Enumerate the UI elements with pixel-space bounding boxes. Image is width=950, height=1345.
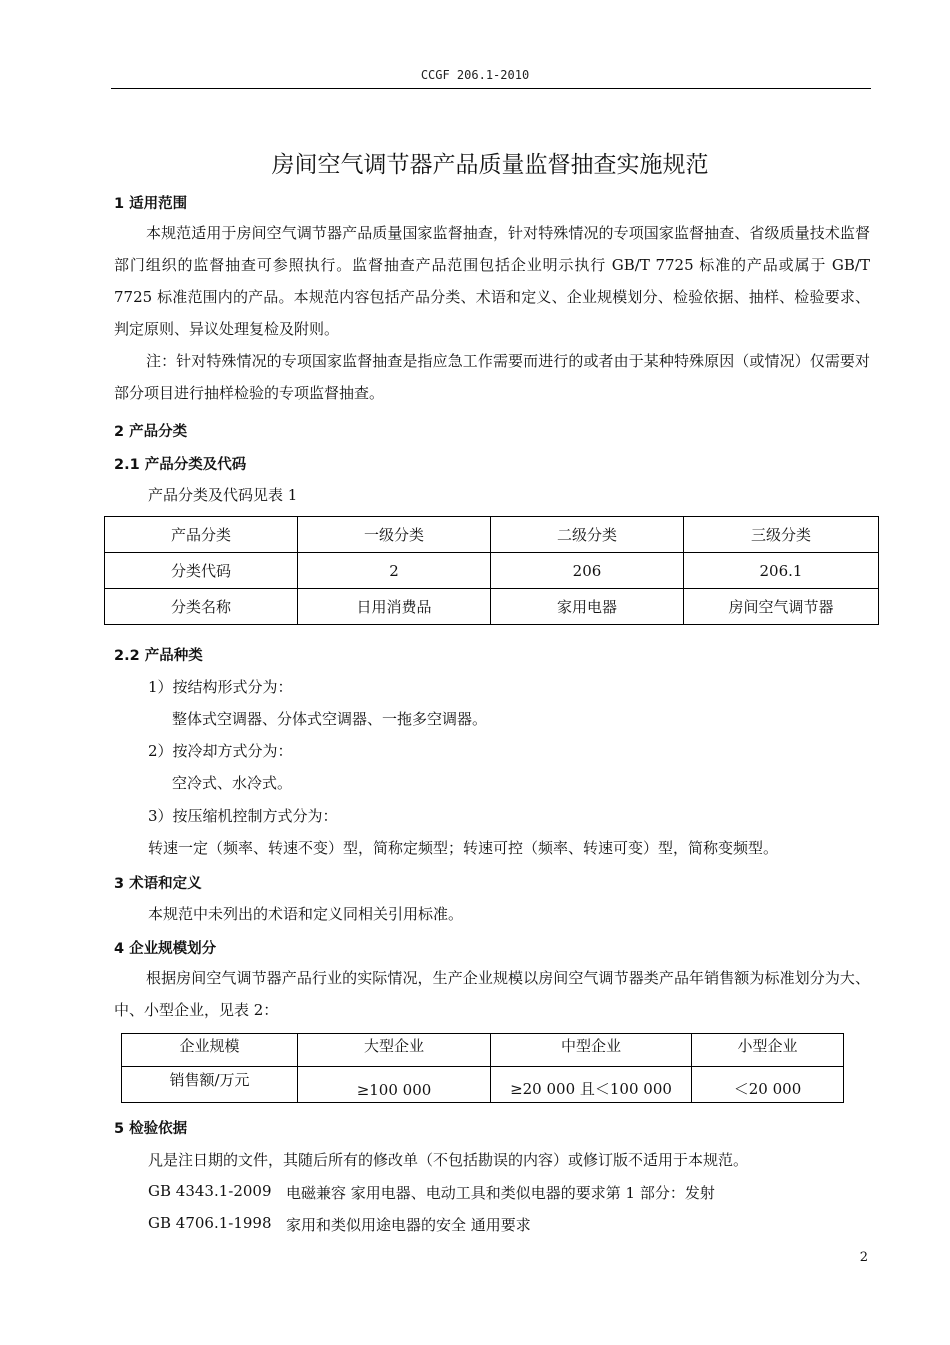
list-item-3-detail: 转速一定（频率、转速不变）型，简称定频型；转速可控（频率、转速可变）型，简称变频型。 <box>148 839 779 857</box>
table-cell: 产品分类 <box>105 517 298 553</box>
section-2-1-text: 产品分类及代码见表 1 <box>148 486 298 504</box>
table-cell: 房间空气调节器 <box>684 589 879 625</box>
table-cell: ≥20 000 且＜100 000 <box>491 1067 692 1103</box>
list-item-3: 3）按压缩机控制方式分为： <box>148 807 338 825</box>
reference-code-1: GB 4343.1-2009 <box>148 1182 272 1200</box>
table-cell: 家用电器 <box>491 589 684 625</box>
table-cell: 206.1 <box>684 553 879 589</box>
section-1-paragraph-1: 本规范适用于房间空气调节器产品质量国家监督抽查，针对特殊情况的专项国家监督抽查、省级质量技术监督部门组织的监督抽查可参照执行。监督抽查产品范围包括企业明示执行 GB/T 7725 标准的产品或属于 GB/T 7725 标准范围内的产品。本规范内容包括产品分类、术语和定义、企业规模划分、检验依据、抽样、检验要求、判定原则、异议处理复检及附则。 <box>114 224 870 338</box>
page-number: 2 <box>859 1250 868 1265</box>
table-row <box>105 553 879 589</box>
table-cell: 二级分类 <box>491 517 684 553</box>
reference-title-2: 家用和类似用途电器的安全 通用要求 <box>286 1216 531 1234</box>
list-item-2: 2）按冷却方式分为： <box>148 742 293 760</box>
section-2-2-heading: 2.2 产品种类 <box>114 648 203 664</box>
table-cell: ＜20 000 <box>692 1067 844 1103</box>
table-cell: 一级分类 <box>298 517 491 553</box>
section-2-heading: 2 产品分类 <box>114 424 188 440</box>
table-cell: 企业规模 <box>122 1034 298 1067</box>
table-cell: 分类代码 <box>105 553 298 589</box>
section-1-note: 注：针对特殊情况的专项国家监督抽查是指应急工作需要而进行的或者由于某种特殊原因（或情况）仅需要对部分项目进行抽样检验的专项监督抽查。 <box>114 352 870 402</box>
table-row <box>122 1067 844 1103</box>
list-item-1: 1）按结构形式分为： <box>148 678 293 696</box>
section-3-heading: 3 术语和定义 <box>114 876 202 892</box>
table-row <box>122 1034 844 1067</box>
section-3-text: 本规范中未列出的术语和定义同相关引用标准。 <box>148 905 464 923</box>
list-item-1-detail: 整体式空调器、分体式空调器、一拖多空调器。 <box>172 710 488 728</box>
table-cell: 日用消费品 <box>298 589 491 625</box>
section-1-heading: 1 适用范围 <box>114 196 188 212</box>
table-cell: 三级分类 <box>684 517 879 553</box>
table-cell: 大型企业 <box>298 1034 491 1067</box>
table-cell: 小型企业 <box>692 1034 844 1067</box>
section-4-heading: 4 企业规模划分 <box>114 941 217 957</box>
running-header: CCGF 206.1-2010 <box>420 68 530 82</box>
table-cell: ≥100 000 <box>298 1067 491 1103</box>
section-2-1-heading: 2.1 产品分类及代码 <box>114 457 247 473</box>
table-cell: 销售额/万元 <box>122 1067 298 1103</box>
section-5-text: 凡是注日期的文件，其随后所有的修改单（不包括勘误的内容）或修订版不适用于本规范。 <box>148 1151 749 1169</box>
section-4-text: 根据房间空气调节器产品行业的实际情况，生产企业规模以房间空气调节器类产品年销售额为标准划分为大、中、小型企业，见表 2： <box>114 969 870 1019</box>
header-rule <box>111 88 871 89</box>
section-5-heading: 5 检验依据 <box>114 1121 188 1137</box>
table-row <box>105 517 879 553</box>
document-title: 房间空气调节器产品质量监督抽查实施规范 <box>271 152 709 178</box>
reference-code-2: GB 4706.1-1998 <box>148 1214 272 1232</box>
table-cell: 206 <box>491 553 684 589</box>
table-cell: 2 <box>298 553 491 589</box>
table-1-product-classification <box>104 516 879 625</box>
reference-title-1: 电磁兼容 家用电器、电动工具和类似电器的要求第 1 部分：发射 <box>286 1184 715 1202</box>
list-item-2-detail: 空冷式、水冷式。 <box>172 774 293 792</box>
table-2-enterprise-scale <box>121 1033 844 1103</box>
table-row <box>105 589 879 625</box>
table-cell: 分类名称 <box>105 589 298 625</box>
table-cell: 中型企业 <box>491 1034 692 1067</box>
